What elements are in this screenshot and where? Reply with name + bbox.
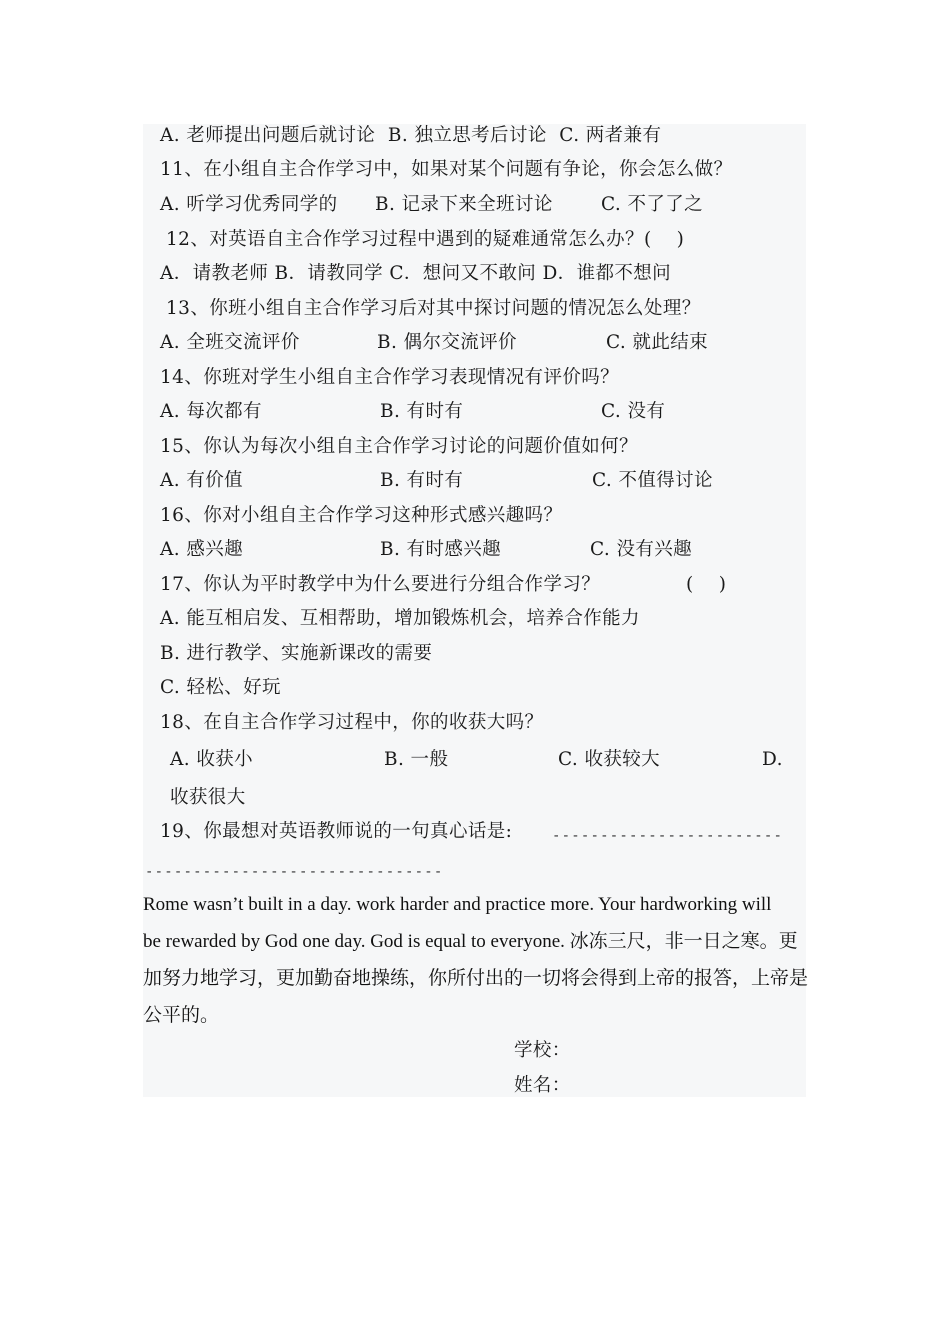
q11-option-b: B. 记录下来全班讨论 — [375, 194, 553, 215]
q17-answer-blank: ( ) — [686, 574, 727, 595]
q16-option-b: B. 有时感兴趣 — [380, 539, 502, 560]
question-19: 19、你最想对英语教师说的一句真心话是: — [160, 821, 513, 842]
paragraph-line-2: be rewarded by God one day. God is equal to everyone. 冰冻三尺，非一日之寒。更 — [143, 931, 798, 952]
q16-option-a: A. 感兴趣 — [160, 539, 244, 560]
q11-option-c: C. 不了了之 — [601, 194, 704, 215]
q19-answer-line-1: ------------------------ — [552, 828, 784, 844]
q18-option-d: D. — [762, 749, 783, 770]
paragraph-line-1: Rome wasn’t built in a day. work harder and practice more. Your hardworking will — [143, 894, 772, 915]
q18-option-c: C. 收获较大 — [558, 749, 661, 770]
q15-option-a: A. 有价值 — [160, 470, 244, 491]
q11-option-a: A. 听学习优秀同学的 — [160, 194, 338, 215]
q13-option-a: A. 全班交流评价 — [160, 332, 300, 353]
question-18: 18、在自主合作学习过程中，你的收获大吗？ — [160, 712, 544, 733]
q19-answer-line-2: ------------------------------- — [145, 864, 444, 880]
name-label: 姓名： — [514, 1075, 571, 1096]
q10-options: A. 老师提出问题后就讨论 B. 独立思考后讨论 C. 两者兼有 — [160, 125, 662, 146]
q15-option-c: C. 不值得讨论 — [592, 470, 713, 491]
question-12: 12、对英语自主合作学习过程中遇到的疑难通常怎么办？( ) — [166, 229, 685, 250]
question-13: 13、你班小组自主合作学习后对其中探讨问题的情况怎么处理？ — [166, 298, 701, 319]
q18-option-b: B. 一般 — [384, 749, 449, 770]
question-14: 14、你班对学生小组自主合作学习表现情况有评价吗？ — [160, 367, 620, 388]
question-11: 11、在小组自主合作学习中，如果对某个问题有争论，你会怎么做？ — [160, 159, 733, 180]
q18-option-d-text: 收获很大 — [170, 787, 246, 808]
q15-option-b: B. 有时有 — [380, 470, 464, 491]
q14-option-a: A. 每次都有 — [160, 401, 262, 422]
q18-option-a: A. 收获小 — [170, 749, 254, 770]
q17-option-a: A. 能互相启发、互相帮助，增加锻炼机会，培养合作能力 — [160, 608, 640, 629]
q14-option-b: B. 有时有 — [380, 401, 464, 422]
paragraph-line-4: 公平的。 — [143, 1005, 220, 1026]
paragraph-line-3: 加努力地学习，更加勤奋地操练，你所付出的一切将会得到上帝的报答，上帝是 — [143, 968, 809, 989]
school-label: 学校： — [514, 1040, 571, 1061]
question-15: 15、你认为每次小组自主合作学习讨论的问题价值如何？ — [160, 436, 638, 457]
closing-paragraph — [143, 886, 809, 1034]
q14-option-c: C. 没有 — [601, 401, 666, 422]
q17-option-c: C. 轻松、好玩 — [160, 677, 281, 698]
q16-option-c: C. 没有兴趣 — [590, 539, 693, 560]
q13-option-b: B. 偶尔交流评价 — [377, 332, 517, 353]
question-16: 16、你对小组自主合作学习这种形式感兴趣吗？ — [160, 505, 563, 526]
q17-option-b: B. 进行教学、实施新课改的需要 — [160, 643, 433, 664]
question-17: 17、你认为平时教学中为什么要进行分组合作学习？ — [160, 574, 601, 595]
q13-option-c: C. 就此结束 — [606, 332, 709, 353]
q12-options: A．请教老师 B．请教同学 C．想问又不敢问 D．谁都不想问 — [160, 263, 672, 284]
